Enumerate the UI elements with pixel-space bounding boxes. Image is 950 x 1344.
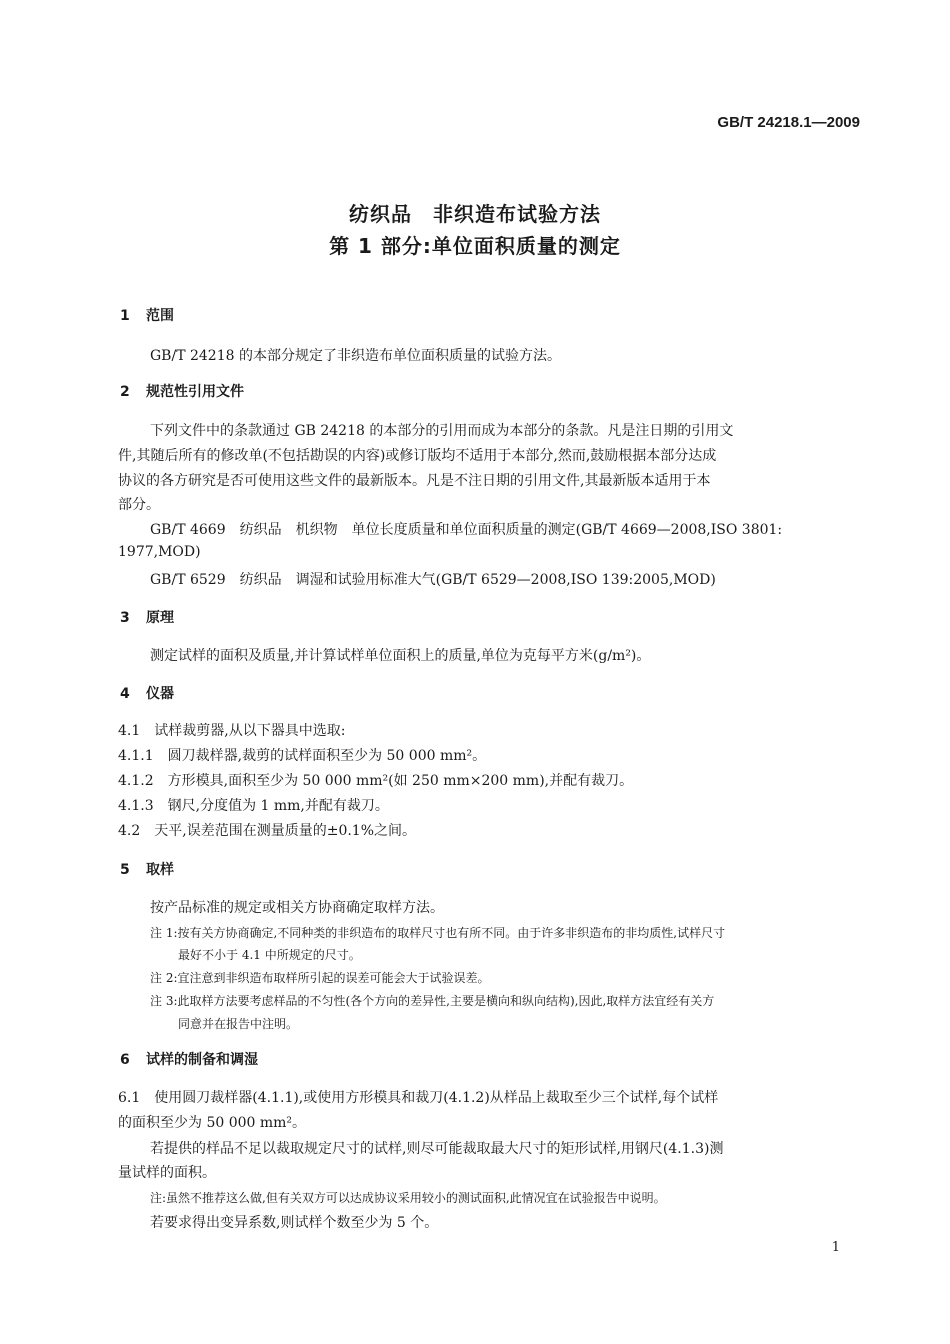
section-title: 试样的制备和调湿 bbox=[146, 1052, 258, 1068]
note-2: 注 2:宜注意到非织造布取样所引起的误差可能会大于试验误差。 bbox=[150, 971, 490, 985]
section-6-paragraph-continued: 量试样的面积。 bbox=[118, 1165, 216, 1181]
section-2-heading bbox=[120, 381, 244, 401]
section-3-heading bbox=[120, 607, 174, 627]
clause-4-1-3: 4.1.3 钢尺,分度值为 1 mm,并配有裁刀。 bbox=[118, 798, 389, 814]
clause-4-1: 4.1 试样裁剪器,从以下器具中选取: bbox=[118, 723, 346, 739]
section-title: 仪器 bbox=[146, 686, 174, 702]
standard-number: GB/T 24218.1—2009 bbox=[717, 114, 860, 131]
section-title: 原理 bbox=[146, 610, 174, 626]
section-5-heading bbox=[120, 859, 174, 879]
section-1-paragraph: GB/T 24218 的本部分规定了非织造布单位面积质量的试验方法。 bbox=[150, 348, 561, 364]
section-title: 规范性引用文件 bbox=[146, 384, 244, 400]
section-2-paragraph-line: 下列文件中的条款通过 GB 24218 的本部分的引用而成为本部分的条款。凡是注日期的引用文 bbox=[150, 423, 734, 439]
clause-6-1: 6.1 使用圆刀裁样器(4.1.1),或使用方形模具和裁刀(4.1.2)从样品上裁取至少三个试样,每个试样 bbox=[118, 1090, 719, 1106]
section-number: 5 bbox=[120, 862, 130, 878]
normative-reference-2: GB/T 6529 纺织品 调湿和试验用标准大气(GB/T 6529—2008,ISO 139:2005,MOD) bbox=[150, 572, 716, 588]
section-3-paragraph: 测定试样的面积及质量,并计算试样单位面积上的质量,单位为克每平方米(g/m²)。 bbox=[150, 648, 651, 664]
section-number: 1 bbox=[120, 308, 130, 324]
note-3: 注 3:此取样方法要考虑样品的不匀性(各个方向的差异性,主要是横向和纵向结构),因此,取样方法宜经有关方 bbox=[150, 994, 715, 1008]
section-2-paragraph-line: 部分。 bbox=[118, 497, 160, 513]
page-number: 1 bbox=[831, 1240, 840, 1255]
clause-6-1-continued: 的面积至少为 50 000 mm²。 bbox=[118, 1115, 307, 1131]
note-3-continued: 同意并在报告中注明。 bbox=[178, 1017, 299, 1031]
section-title: 范围 bbox=[146, 308, 174, 324]
section-1-heading bbox=[120, 305, 174, 325]
document-title-line2: 第 1 部分:单位面积质量的测定 bbox=[329, 234, 621, 258]
clause-4-1-2: 4.1.2 方形模具,面积至少为 50 000 mm²(如 250 mm×200 mm),并配有裁刀。 bbox=[118, 773, 634, 789]
section-number: 3 bbox=[120, 610, 130, 626]
clause-4-1-1: 4.1.1 圆刀裁样器,裁剪的试样面积至少为 50 000 mm²。 bbox=[118, 748, 487, 764]
clause-4-2: 4.2 天平,误差范围在测量质量的±0.1%之间。 bbox=[118, 823, 417, 839]
section-number: 6 bbox=[120, 1052, 130, 1068]
section-6-paragraph: 若提供的样品不足以裁取规定尺寸的试样,则尽可能裁取最大尺寸的矩形试样,用钢尺(4.1.3)测 bbox=[150, 1141, 724, 1157]
section-5-paragraph: 按产品标准的规定或相关方协商确定取样方法。 bbox=[150, 900, 444, 916]
normative-reference-1-continued: 1977,MOD) bbox=[118, 544, 201, 560]
normative-reference-1: GB/T 4669 纺织品 机织物 单位长度质量和单位面积质量的测定(GB/T 4669—2008,ISO 3801: bbox=[150, 522, 783, 538]
section-6-heading bbox=[120, 1049, 258, 1069]
document-title-line1: 纺织品 非织造布试验方法 bbox=[349, 202, 601, 226]
section-number: 4 bbox=[120, 686, 130, 702]
section-4-heading bbox=[120, 683, 174, 703]
section-title: 取样 bbox=[146, 862, 174, 878]
section-2-paragraph-line: 协议的各方研究是否可使用这些文件的最新版本。凡是不注日期的引用文件,其最新版本适用于本 bbox=[118, 473, 711, 489]
section-6-note: 注:虽然不推荐这么做,但有关双方可以达成协议采用较小的测试面积,此情况宜在试验报告中说明。 bbox=[150, 1191, 666, 1205]
section-number: 2 bbox=[120, 384, 130, 400]
section-2-paragraph-line: 件,其随后所有的修改单(不包括勘误的内容)或修订版均不适用于本部分,然而,鼓励根据本部分达成 bbox=[118, 448, 717, 464]
section-6-paragraph-2: 若要求得出变异系数,则试样个数至少为 5 个。 bbox=[150, 1215, 439, 1231]
note-1: 注 1:按有关方协商确定,不同种类的非织造布的取样尺寸也有所不同。由于许多非织造布的非均质性,试样尺寸 bbox=[150, 926, 726, 940]
note-1-continued: 最好不小于 4.1 中所规定的尺寸。 bbox=[178, 948, 361, 962]
